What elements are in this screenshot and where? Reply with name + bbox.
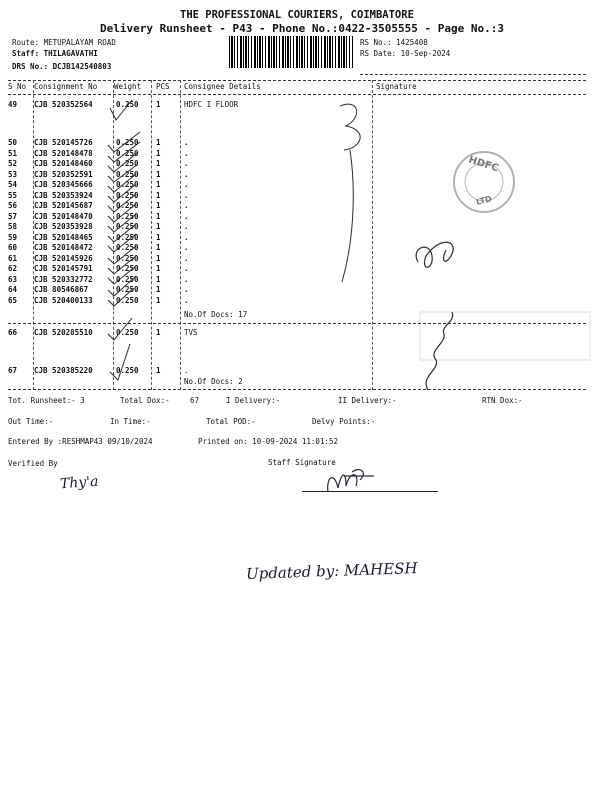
- check-mark: [108, 266, 136, 284]
- weight: 0.250: [116, 253, 139, 263]
- weight: 0.250: [116, 100, 139, 109]
- total-dox-label: Total Dox:-: [120, 396, 170, 405]
- receiver-signature: [426, 312, 453, 390]
- weight: 0.250: [116, 264, 139, 273]
- stamp-text: HDFC: [467, 154, 500, 175]
- check-mark: [108, 256, 136, 274]
- pcs: 1: [156, 190, 161, 200]
- consignee-details: .: [184, 138, 189, 147]
- weight: 0.250: [116, 201, 139, 210]
- pcs: 1: [156, 169, 161, 179]
- pcs: 1: [156, 159, 161, 168]
- check-mark: [108, 204, 136, 222]
- weight: 0.250: [116, 295, 139, 305]
- consignment-no: CJB 520400133: [34, 295, 93, 305]
- check-mark: [108, 318, 132, 340]
- check-mark: [110, 344, 130, 380]
- consignment-no: CJB 520352591: [34, 169, 93, 179]
- sno: 65: [8, 295, 18, 305]
- pcs: 1: [156, 274, 161, 284]
- faint-address-stamp: [420, 312, 590, 360]
- sno: 50: [8, 138, 18, 147]
- staff-signature-label: Staff Signature: [268, 458, 336, 467]
- consignee-details: .: [184, 295, 189, 305]
- sno: 54: [8, 180, 18, 189]
- check-mark: [108, 214, 136, 232]
- consignee-details: .: [184, 274, 189, 284]
- consignee-details: .: [184, 253, 189, 263]
- weight: 0.250: [116, 211, 139, 221]
- consignment-no: CJB 520148465: [34, 232, 93, 242]
- sno: 51: [8, 148, 18, 158]
- pcs: 1: [156, 366, 161, 375]
- delvy-points: Delvy Points:-: [312, 417, 376, 426]
- weight: 0.250: [116, 232, 139, 242]
- sno: 59: [8, 232, 18, 242]
- check-mark: [108, 164, 138, 182]
- check-mark: [108, 174, 136, 192]
- pcs: 1: [156, 201, 161, 210]
- stamp-subtext: LTD: [475, 194, 493, 207]
- sno: 56: [8, 201, 18, 210]
- check-mark: [108, 246, 136, 264]
- col-consignment: Consignment No: [34, 82, 98, 91]
- consignee-details: .: [184, 243, 189, 252]
- check-mark: [108, 194, 136, 212]
- consignee-details: .: [184, 190, 189, 200]
- check-mark: [108, 132, 140, 152]
- consignee-details: .: [184, 180, 189, 189]
- sno: 62: [8, 264, 18, 273]
- weight: 0.250: [116, 138, 139, 147]
- sno: 49: [8, 100, 18, 109]
- ii-delivery: II Delivery:-: [338, 396, 397, 405]
- weight: 0.250: [116, 180, 139, 189]
- sno: 57: [8, 211, 18, 221]
- sno: 55: [8, 190, 18, 200]
- sno: 64: [8, 285, 18, 294]
- sno: 60: [8, 243, 18, 252]
- runsheet-title: Delivery Runsheet - P43 - Phone No.:0422-3505555 - Page No.:3: [100, 22, 504, 35]
- rs-number: RS No.: 1425408: [360, 38, 428, 47]
- staff-signature: [328, 470, 374, 492]
- pcs: 1: [156, 211, 161, 221]
- consignment-no: CJB 520145791: [34, 264, 93, 273]
- pcs: 1: [156, 100, 161, 109]
- consignee-details: .: [184, 232, 189, 242]
- rtn-dox: RTN Dox:-: [482, 396, 523, 405]
- total-pod: Total POD:-: [206, 417, 256, 426]
- consignee-details: TVS: [184, 328, 198, 337]
- pcs: 1: [156, 295, 161, 305]
- sno: 61: [8, 253, 18, 263]
- tot-runsheet: Tot. Runsheet:- 3: [8, 396, 85, 405]
- check-mark: [108, 224, 136, 242]
- verified-by: Verified By: [8, 459, 58, 468]
- col-weight: Weight: [114, 82, 142, 91]
- consignment-no: CJB 520145687: [34, 201, 93, 210]
- consignee-details: HDFC I FLOOR: [184, 100, 239, 109]
- rs-date: RS Date: 10-Sep-2024: [360, 49, 451, 58]
- weight: 0.250: [116, 222, 139, 231]
- out-time: Out Time:-: [8, 417, 54, 426]
- docs-count: No.Of Docs: 17: [184, 310, 248, 319]
- consignee-details: .: [184, 159, 189, 168]
- consignment-no: CJB 80546867: [34, 285, 89, 294]
- consignment-no: CJB 520145926: [34, 253, 93, 263]
- consignee-details: .: [184, 201, 189, 210]
- pcs: 1: [156, 148, 161, 158]
- col-sno: S No: [8, 82, 27, 91]
- updated-by-note: Updated by: MAHESH: [245, 559, 418, 583]
- printed-on: Printed on: 10-09-2024 11:01:52: [198, 437, 338, 446]
- weight: 0.250: [116, 190, 139, 200]
- sno: 66: [8, 328, 18, 337]
- consignee-details: .: [184, 169, 189, 179]
- consignment-no: CJB 520385220: [34, 366, 93, 375]
- check-mark: [108, 142, 140, 162]
- consignee-details: .: [184, 148, 189, 158]
- consignee-details: .: [184, 222, 189, 231]
- check-mark: [110, 100, 132, 120]
- verifier-signature: Thy'a: [59, 473, 99, 493]
- consignment-no: CJB 520353924: [34, 190, 93, 200]
- consignment-no: CJB 520148470: [34, 211, 93, 221]
- brace-scribble: [340, 104, 360, 282]
- drs-number: DRS No.: DCJB142540803: [12, 62, 112, 71]
- consignee-details: .: [184, 211, 189, 221]
- col-signature: Signature: [376, 82, 417, 91]
- check-mark: [108, 184, 136, 202]
- pcs: 1: [156, 138, 161, 147]
- pcs: 1: [156, 243, 161, 252]
- pcs: 1: [156, 180, 161, 189]
- check-mark: [108, 288, 134, 306]
- receiver-signature: [416, 242, 453, 267]
- pcs: 1: [156, 232, 161, 242]
- consignment-no: CJB 520285510: [34, 328, 93, 337]
- i-delivery: I Delivery:-: [226, 396, 281, 405]
- col-pcs: PCS: [156, 82, 170, 91]
- consignment-no: CJB 520332772: [34, 274, 93, 284]
- consignment-no: CJB 520148460: [34, 159, 93, 168]
- weight: 0.250: [116, 285, 139, 294]
- consignee-details: .: [184, 264, 189, 273]
- col-details: Consignee Details: [184, 82, 261, 91]
- consignment-no: CJB 520148478: [34, 148, 93, 158]
- weight: 0.250: [116, 366, 139, 375]
- pcs: 1: [156, 253, 161, 263]
- weight: 0.250: [116, 328, 139, 337]
- route-label: Route: METUPALAYAM ROAD: [12, 38, 116, 47]
- entered-by: Entered By :RESHMAP43 09/10/2024: [8, 437, 153, 446]
- consignment-no: CJB 520352564: [34, 100, 93, 109]
- sno: 58: [8, 222, 18, 231]
- in-time: In Time:-: [110, 417, 151, 426]
- docs-count: No.Of Docs: 2: [184, 377, 243, 386]
- weight: 0.250: [116, 159, 139, 168]
- company-title: THE PROFESSIONAL COURIERS, COIMBATORE: [180, 9, 414, 21]
- weight: 0.250: [116, 169, 139, 179]
- check-mark: [108, 276, 136, 296]
- pcs: 1: [156, 285, 161, 294]
- total-dox-value: 67: [190, 396, 200, 405]
- consignment-no: CJB 520353928: [34, 222, 93, 231]
- consignee-details: .: [184, 285, 189, 294]
- weight: 0.250: [116, 274, 139, 284]
- staff-label: Staff: THILAGAVATHI: [12, 49, 98, 58]
- pcs: 1: [156, 264, 161, 273]
- consignee-details: .: [184, 366, 189, 375]
- sno: 53: [8, 169, 18, 179]
- pcs: 1: [156, 328, 161, 337]
- sno: 67: [8, 366, 18, 375]
- sno: 63: [8, 274, 18, 284]
- sno: 52: [8, 159, 18, 168]
- consignment-no: CJB 520145726: [34, 138, 93, 147]
- check-marks: [108, 100, 140, 380]
- consignment-no: CJB 520345666: [34, 180, 93, 189]
- weight: 0.250: [116, 243, 139, 252]
- pcs: 1: [156, 222, 161, 231]
- consignment-no: CJB 520148472: [34, 243, 93, 252]
- weight: 0.250: [116, 148, 139, 158]
